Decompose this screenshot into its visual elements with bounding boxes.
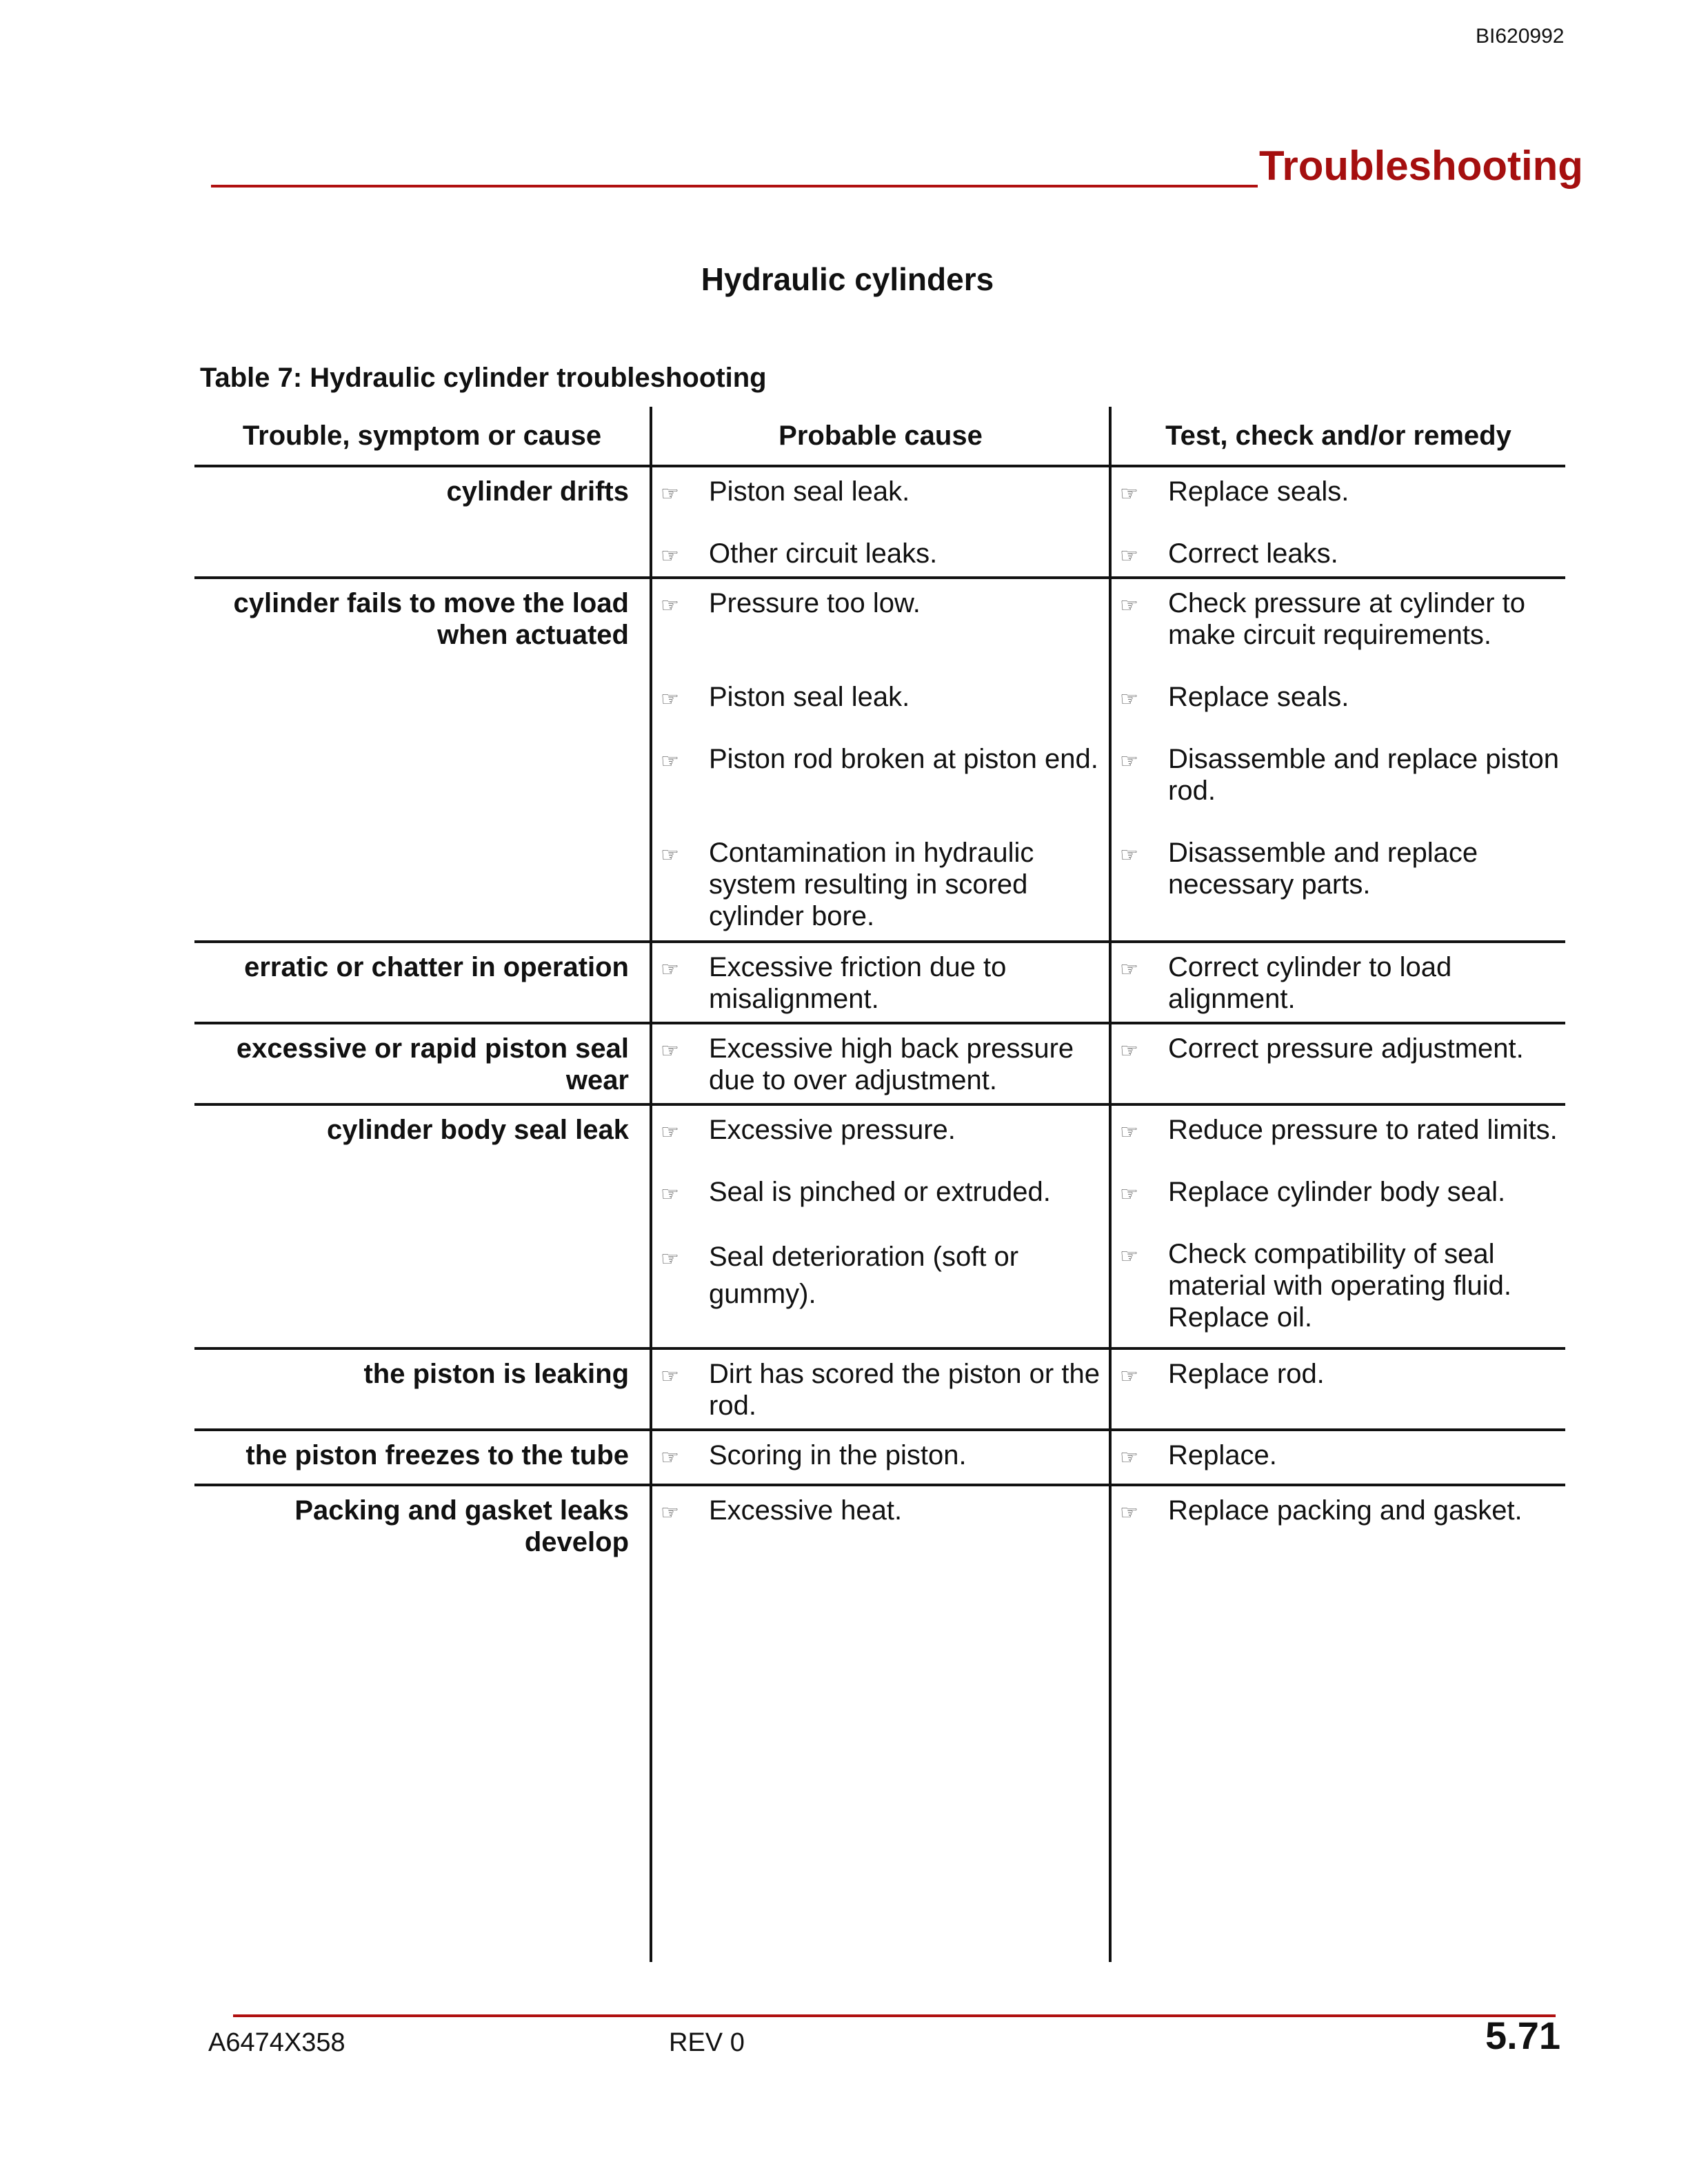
pointing-hand-icon: ☞ (1120, 1502, 1138, 1524)
pointing-hand-icon: ☞ (1120, 844, 1138, 867)
footer-rule (233, 2014, 1556, 2017)
pointing-hand-icon: ☞ (1120, 1446, 1138, 1469)
page-number: 5.71 (1485, 2014, 1560, 2057)
column-divider (1109, 407, 1112, 1962)
pointing-hand-icon: ☞ (661, 483, 679, 505)
column-divider (650, 407, 652, 1962)
pointing-hand-icon: ☞ (1120, 545, 1138, 567)
row-divider (194, 1484, 1565, 1486)
pointing-hand-icon: ☞ (1120, 958, 1138, 981)
pointing-hand-icon: ☞ (1120, 1183, 1138, 1206)
pointing-hand-icon: ☞ (661, 1121, 679, 1144)
page-heading-text: Hydraulic cylinders (701, 261, 994, 297)
pointing-hand-icon: ☞ (1120, 688, 1138, 711)
row-divider (194, 1347, 1565, 1350)
pointing-hand-icon: ☞ (1120, 483, 1138, 505)
footer-revision: REV 0 (669, 2028, 745, 2057)
pointing-hand-icon: ☞ (661, 958, 679, 981)
pointing-hand-icon: ☞ (1120, 594, 1138, 617)
section-title: Troubleshooting (1259, 143, 1583, 189)
pointing-hand-icon: ☞ (1120, 1121, 1138, 1144)
column-header-cause: Probable cause (778, 420, 983, 451)
column-header-symptom: Trouble, symptom or cause (242, 420, 602, 451)
pointing-hand-icon: ☞ (661, 1365, 679, 1388)
pointing-hand-icon: ☞ (1120, 1040, 1138, 1062)
column-header-remedy: Test, check and/or remedy (1165, 420, 1511, 451)
row-divider (194, 1428, 1565, 1431)
symptom-cell: cylinder drifts (446, 476, 629, 507)
symptom-cell: erratic or chatter in operation (244, 952, 629, 982)
row-divider (194, 1103, 1565, 1106)
pointing-hand-icon: ☞ (661, 688, 679, 711)
pointing-hand-icon: ☞ (661, 594, 679, 617)
row-divider (194, 940, 1565, 943)
symptom-cell: the piston freezes to the tube (245, 1440, 629, 1470)
pointing-hand-icon: ☞ (1120, 1365, 1138, 1388)
symptom-cell: cylinder fails to move the load when actuated (233, 588, 629, 650)
row-divider (194, 1022, 1565, 1024)
pointing-hand-icon: ☞ (661, 1040, 679, 1062)
footer-part-number: A6474X358 (208, 2028, 345, 2057)
symptom-cell: Packing and gasket leaks develop (294, 1495, 629, 1557)
pointing-hand-icon: ☞ (1120, 1245, 1138, 1268)
page-heading (0, 261, 1688, 298)
pointing-hand-icon: ☞ (661, 545, 679, 567)
symptom-cell: the piston is leaking (363, 1359, 629, 1389)
header-row-divider (194, 465, 1565, 467)
pointing-hand-icon: ☞ (1120, 750, 1138, 773)
pointing-hand-icon: ☞ (661, 1502, 679, 1524)
pointing-hand-icon: ☞ (661, 1446, 679, 1469)
symptom-cell: cylinder body seal leak (327, 1115, 629, 1145)
document-id: BI620992 (1476, 25, 1565, 48)
pointing-hand-icon: ☞ (661, 1183, 679, 1206)
symptom-cell: excessive or rapid piston seal wear (236, 1033, 629, 1095)
row-divider (194, 576, 1565, 579)
pointing-hand-icon: ☞ (661, 844, 679, 867)
table-caption: Table 7: Hydraulic cylinder troubleshooting (200, 363, 767, 393)
pointing-hand-icon: ☞ (661, 1248, 679, 1271)
pointing-hand-icon: ☞ (661, 750, 679, 773)
header-rule (211, 185, 1258, 188)
troubleshooting-table: Trouble, symptom or cause Probable cause Test, check and/or remedy cylinder drifts ☞ Piston seal leak. ☞ Replace seals. ☞ Other circuit leaks. ☞ Correct leaks. cylinder fails to move the load when actuated ☞ Pressure too low. ☞ Check pressure at cylinder to make circuit requirements. ☞ Piston seal leak. ☞ Replace seals. ☞ Piston rod broken at piston end. ☞ Disassemble and replace piston rod. ☞ Contamination in hydraulic system resulting in scored cylinder bore. ☞ Disassemble and replace necessary parts. erratic or chatter in operation ☞ Excessive friction due to misalignment. ☞ Correct cylinder to load alignment. excessive or rapid piston seal wear ☞ Excessive high back pressure due to over adjustment. ☞ Correct pressure adjustment. cylinder body seal leak ☞ Excessive pressure. ☞ Reduce pressure to rated limits. ☞ Seal is pinched or extruded. ☞ Replace cylinder body seal. ☞ Seal deterioration (soft or gummy). ☞ Check compatibility of seal material with operating fluid. Replace oil. the piston is leaking ☞ Dirt has scored the piston or the rod. ☞ Replace rod. the piston freezes to the tube ☞ Scoring in the piston. ☞ Replace. Packing and gasket leaks develop ☞ Excessive heat. ☞ Replace packing and gasket. (194, 407, 1565, 1962)
